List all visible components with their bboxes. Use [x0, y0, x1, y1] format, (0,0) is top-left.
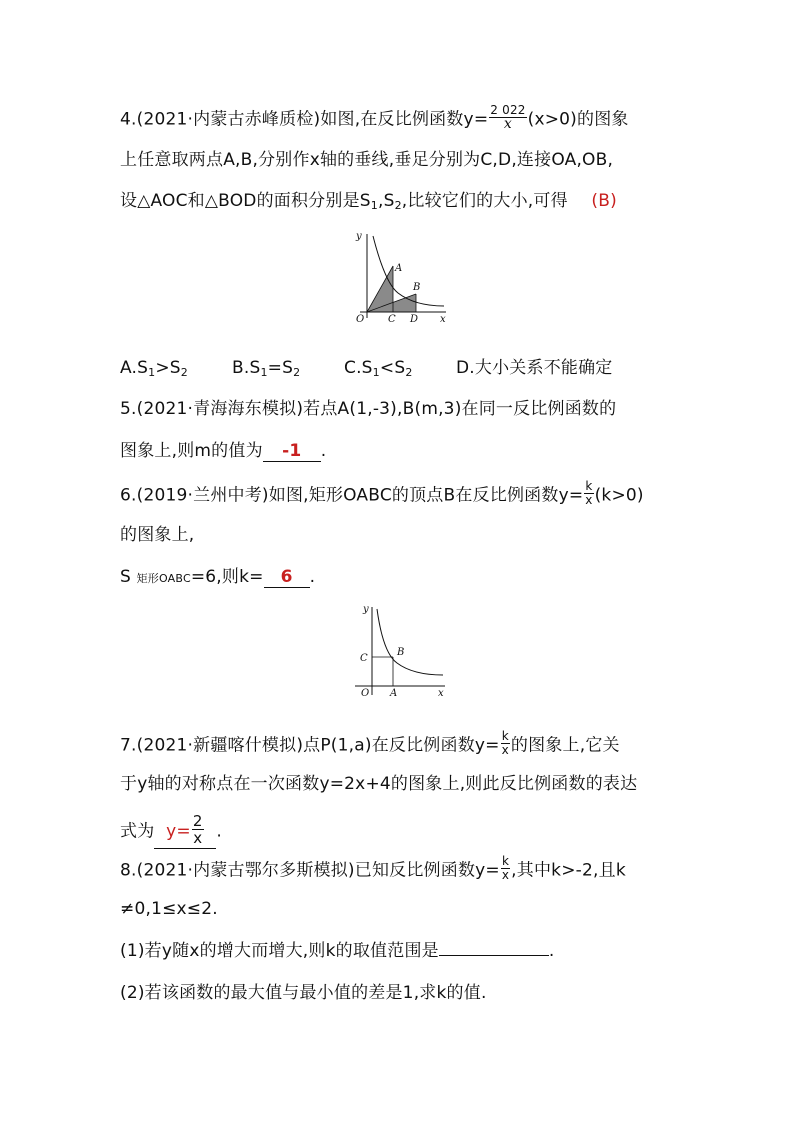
q8-part1-blank[interactable]	[439, 955, 549, 956]
svg-text:C: C	[388, 314, 396, 325]
q4-line3: 设△AOC和△BOD的面积分别是$S_1,S_2$,比较它们的大小,可得 (B)	[120, 191, 617, 212]
svg-text:A: A	[390, 688, 398, 698]
q4-option-c: $C.S_1<S_2$	[344, 358, 413, 379]
q8-fraction: $\frac{k}{x}$	[501, 854, 510, 882]
q5-line2: 图象上,则m的值为 -1 .	[120, 441, 327, 461]
svg-text:y: y	[356, 231, 362, 242]
hyperbola-curve	[377, 609, 443, 675]
q5-line1: 5.(2021·青海海东模拟)若点A(1,-3),B(m,3)在同一反比例函数的	[120, 399, 617, 419]
svg-text:x: x	[438, 688, 444, 698]
q7-fraction: $\frac{k}{x}$	[501, 729, 509, 757]
q5-answer: -1	[263, 441, 321, 462]
q6-line3: S 矩形OABC=6,则k= 6 .	[120, 567, 316, 587]
q8-part2: (2)若该函数的最大值与最小值的差是1,求k的值.	[120, 983, 487, 1003]
q4-option-d: D.大小关系不能确定	[456, 358, 613, 378]
q7-answer: y= $\frac{2}{x}$	[154, 815, 216, 849]
q4-fraction: $\frac{2 022}{x}$	[490, 103, 526, 132]
svg-text:C: C	[360, 653, 368, 664]
q6-figure	[345, 603, 450, 698]
q8-line1: 8.(2021·内蒙古鄂尔多斯模拟)已知反比例函数y= $\frac{k}{x}$ ,其中k>-2,且k	[120, 854, 626, 882]
svg-text:B: B	[413, 282, 421, 293]
q4-line2: 上任意取两点A,B,分别作x轴的垂线,垂足分别为C,D,连接OA,OB,	[120, 150, 614, 170]
svg-text:x: x	[440, 314, 446, 325]
svg-text:A: A	[395, 263, 403, 274]
q7-line3: 式为 y= $\frac{2}{x}$ .	[120, 812, 223, 847]
q8-line2: ≠0,1≤x≤2.	[120, 899, 218, 919]
q6-fraction: $\frac{k}{x}$	[585, 479, 593, 507]
q6-line1: 6.(2019·兰州中考)如图,矩形OABC的顶点B在反比例函数y= $\frac{k}{x}$ (k>0)	[120, 479, 644, 507]
q7-line1: 7.(2021·新疆喀什模拟)点P(1,a)在反比例函数y= $\frac{k}{x}$ 的图象上,它关	[120, 729, 620, 757]
q4-answer: (B)	[591, 191, 617, 211]
q6-answer: 6	[264, 567, 310, 588]
svg-text:O: O	[361, 688, 370, 698]
q6-line2: 的图象上,	[120, 525, 195, 545]
q7-line2: 于y轴的对称点在一次函数y=2x+4的图象上,则此反比例函数的表达	[120, 774, 638, 794]
svg-text:D: D	[410, 314, 419, 325]
q4-figure	[340, 228, 460, 328]
svg-text:y: y	[363, 604, 369, 615]
q8-part1: (1)若y随x的增大而增大,则k的取值范围是 .	[120, 941, 555, 961]
svg-text:O: O	[356, 314, 365, 325]
q4-option-a: $A.S_1>S_2$	[120, 358, 188, 379]
svg-text:B: B	[397, 647, 405, 658]
q4-line1: 4.(2021·内蒙古赤峰质检)如图,在反比例函数y= $\frac{2 022}{x}$ (x>0)的图象	[120, 103, 629, 132]
q4-option-b: $B.S_1=S_2$	[232, 358, 301, 379]
